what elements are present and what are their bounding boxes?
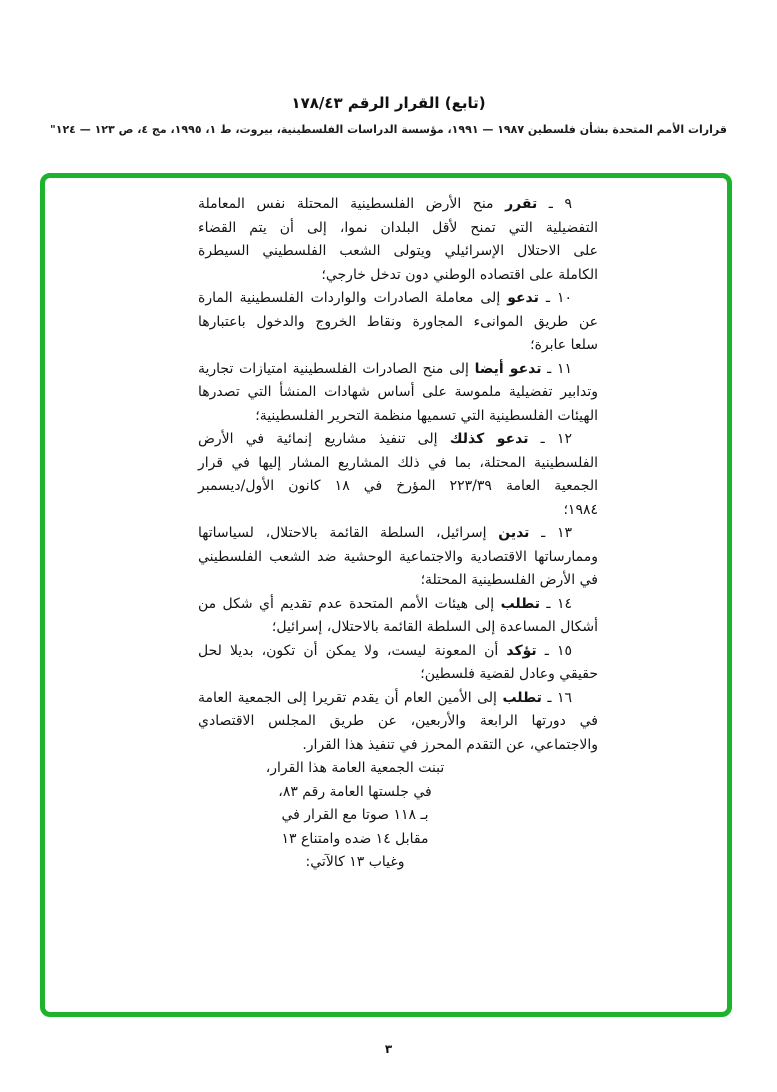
clause-number: ١٦ ـ — [541, 689, 572, 706]
clause-number: ١٤ ـ — [540, 595, 572, 612]
clause-number: ١١ ـ — [541, 360, 573, 377]
clause-number: ٩ ـ — [537, 196, 572, 212]
paragraph-9 — [198, 193, 598, 287]
header-source-line: قرارات الأمم المتحدة بشأن فلسطين ١٩٨٧ — ١٩٩١، مؤسسة الدراسات الفلسطينية، بيروت، ط ١، ١٩٩٥، مج ٤، ص ١٢٣ — ١٢٤" — [50, 123, 727, 136]
clause-number: ١٥ ـ — [536, 642, 572, 659]
paragraph-16 — [198, 687, 598, 758]
text-line — [198, 428, 598, 452]
clause-verb: تطلب — [502, 689, 542, 706]
paragraph-14 — [198, 593, 598, 640]
text-line — [198, 522, 598, 546]
clause-verb: تؤكد — [506, 642, 537, 659]
clause-verb: تدعو — [507, 290, 539, 306]
text-line: سلعا عابرة؛ — [530, 337, 598, 353]
clause-text: إلى معاملة الصادرات والواردات الفلسطينية المارة — [198, 290, 508, 306]
text-line: التفضيلية التي تمنح لأقل البلدان نموا، إلى أن يتم القضاء — [198, 219, 598, 236]
text-line: ١٩٨٤؛ — [563, 501, 598, 518]
paragraph-13 — [198, 522, 598, 593]
clause-text: إلى تنفيذ مشاريع إنمائية في الأرض — [198, 431, 450, 447]
text-line: في دورتها الرابعة والأربعين، عن طريق المجلس الاقتصادي — [198, 713, 598, 729]
text-line — [198, 687, 598, 711]
clause-text: إلى هيئات الأمم المتحدة عدم تقديم أي شكل من — [198, 595, 501, 612]
text-line: على الاحتلال الإسرائيلي ويتولى الشعب الفلسطيني السيطرة — [198, 243, 598, 259]
paragraph-12 — [198, 428, 598, 522]
clause-text: إلى الأمين العام أن يقدم تقريرا إلى الجمعية العامة — [198, 689, 503, 706]
text-line: والاجتماعي، عن التقدم المحرز في تنفيذ هذا القرار. — [302, 736, 598, 753]
text-line: الجمعية العامة ٢٢٣/٣٩ المؤرخ في ١٨ كانون الأول/ديسمبر — [198, 478, 598, 494]
closing-line: بـ ١١٨ صوتا مع القرار في — [281, 807, 429, 823]
text-line — [198, 358, 598, 382]
text-line — [198, 287, 598, 311]
text-line — [198, 640, 598, 664]
paragraph-15 — [198, 640, 598, 687]
text-line: الهيئات الفلسطينية التي تسميها منظمة التحرير الفلسطينية؛ — [255, 407, 598, 424]
text-line: وممارساتها الاقتصادية والاجتماعية الوحشية ضد الشعب الفلسطيني — [198, 548, 598, 565]
clause-number: ١٠ ـ — [538, 290, 572, 306]
closing-line: وغياب ١٣ كالآتي: — [305, 854, 405, 870]
text-line: عن طريق الموانىء المجاورة ونقاط الخروج والدخول باعتبارها — [198, 313, 598, 330]
clause-number: ١٢ ـ — [528, 431, 572, 447]
clause-verb: تدعو كذلك — [449, 431, 529, 447]
text-line — [198, 593, 598, 617]
closing-line: تبنت الجمعية العامة هذا القرار، — [265, 760, 445, 776]
clause-text: إلى منح الصادرات الفلسطينية امتيازات تجارية — [198, 360, 475, 377]
text-line: وتدابير تفضيلية ملموسة على أساس شهادات المنشأ التي تصدرها — [198, 384, 598, 400]
closing-line: في جلستها العامة رقم ٨٣، — [278, 783, 432, 800]
resolution-text — [198, 193, 598, 875]
paragraph-10 — [198, 287, 598, 358]
text-line — [198, 193, 598, 217]
closing-block — [244, 757, 466, 875]
clause-verb: تقرر — [505, 196, 538, 212]
text-line: الفلسطينية المحتلة، بما في ذلك المشاريع المشار إليها في قرار — [198, 454, 598, 471]
clause-text: إسرائيل، السلطة القائمة بالاحتلال، لسياساتها — [198, 525, 499, 541]
text-line: الكاملة على اقتصاده الوطني دون تدخل خارجي؛ — [321, 266, 598, 283]
clause-verb: تدين — [498, 525, 530, 541]
clause-verb: تدعو أيضا — [474, 360, 542, 377]
clause-text: أن المعونة ليست، ولا يمكن أن تكون، بديلا لحل — [198, 642, 507, 659]
page-number: ٣ — [384, 1042, 393, 1056]
header-title: (تابع) القرار الرقم ١٧٨/٤٣ — [291, 94, 486, 112]
clause-verb: تطلب — [500, 595, 541, 612]
text-line: حقيقي وعادل لقضية فلسطين؛ — [420, 666, 598, 682]
closing-line: مقابل ١٤ ضده وامتناع ١٣ — [281, 830, 429, 847]
clause-number: ١٣ ـ — [529, 525, 572, 541]
text-line: أشكال المساعدة إلى السلطة القائمة بالاحتلال، إسرائيل؛ — [271, 619, 598, 635]
paragraph-11 — [198, 358, 598, 429]
text-line: في الأرض الفلسطينية المحتلة؛ — [420, 572, 598, 588]
clause-text: منح الأرض الفلسطينية المحتلة نفس المعاملة — [198, 196, 506, 212]
